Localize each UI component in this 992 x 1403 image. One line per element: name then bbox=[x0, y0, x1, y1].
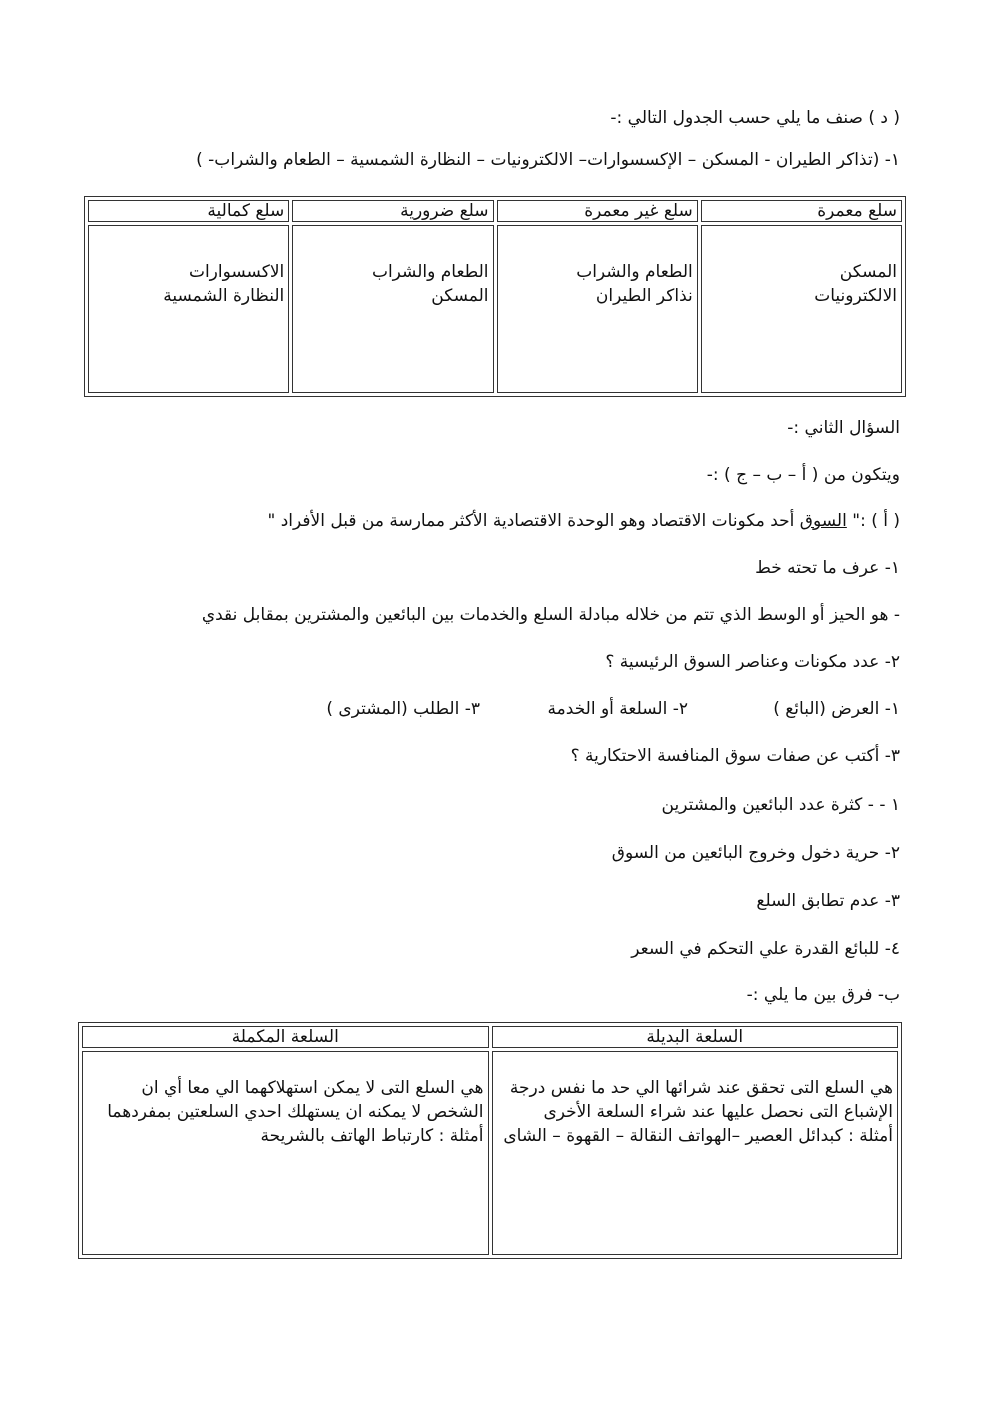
cell-substitute-good bbox=[492, 1051, 899, 1255]
trait-3: ٣- عدم تطابق السلع bbox=[756, 891, 900, 911]
complement-definition: هي السلع التى لا يمكن استهلاكهما الي معا أي ان الشخص لا يمكنه ان يستهلك احدي السلعتين بمفردهما bbox=[107, 1078, 484, 1122]
substitute-examples: أمثلة : كبدائل العصير –الهواتف النقالة – القهوة – الشاى bbox=[503, 1126, 893, 1146]
cell-text: الطعام والشراب bbox=[576, 262, 693, 282]
component-1: ١- العرض (البائع ) bbox=[773, 699, 900, 719]
cell-complementary-good bbox=[82, 1051, 489, 1255]
trait-2: ٢- حرية دخول وخروج البائعين من السوق bbox=[611, 843, 900, 863]
trait-1: ١ - - كثرة عدد البائعين والمشترين bbox=[661, 795, 900, 815]
cell-text: المسكن bbox=[839, 262, 897, 282]
question-a-1: ١- عرف ما تحته خط bbox=[755, 558, 900, 578]
part-a-rest: أحد مكونات الاقتصاد وهو الوحدة الاقتصادية الأكثر ممارسة من قبل الأفراد " bbox=[267, 511, 795, 531]
question-a-2: ٢- عدد مكونات وعناصر السوق الرئيسية ؟ bbox=[605, 652, 900, 672]
cell-text: الطعام والشراب bbox=[371, 262, 489, 282]
cell-text: نذاكر الطيران bbox=[595, 286, 693, 306]
header-nondurable-goods: سلع غير معمرة bbox=[497, 200, 698, 222]
complement-examples: أمثلة : كارتباط الهاتف بالشريحة bbox=[260, 1126, 484, 1146]
header-complementary-good: السلعة المكملة bbox=[82, 1026, 489, 1048]
question-2-title: السؤال الثاني :- bbox=[787, 418, 900, 438]
part-a-statement bbox=[268, 513, 900, 530]
compare-goods-table bbox=[78, 1022, 902, 1259]
header-luxury-goods: سلع كمالية bbox=[88, 200, 289, 222]
cell-durable-goods bbox=[701, 225, 902, 393]
cell-text: المسكن bbox=[431, 286, 489, 306]
component-3: ٣- الطلب (المشترى ) bbox=[326, 699, 480, 719]
cell-text: الالكترونيات bbox=[814, 286, 897, 306]
cell-nondurable-goods bbox=[497, 225, 698, 393]
answer-a-1: - هو الحيز أو الوسط الذي تتم من خلاله مبادلة السلع والخدمات بين البائعين والمشترين بمقابل نقدي bbox=[201, 605, 900, 625]
trait-4: ٤- للبائع القدرة علي التحكم في السعر bbox=[631, 939, 900, 959]
section-d-item-1: ١- (تذاكر الطيران - المسكن – الإكسسوارات– الالكترونيات – النظارة الشمسية – الطعام والشراب- ) bbox=[196, 150, 900, 170]
header-substitute-good: السلعة البديلة bbox=[492, 1026, 899, 1048]
component-2: ٢- السلعة أو الخدمة bbox=[547, 699, 688, 719]
header-durable-goods: سلع معمرة bbox=[701, 200, 902, 222]
cell-text: النظارة الشمسية bbox=[163, 286, 285, 306]
header-necessary-goods: سلع ضرورية bbox=[292, 200, 493, 222]
goods-classification-table bbox=[84, 196, 906, 397]
substitute-definition: هي السلع التى تحقق عند شرائها الي حد ما نفس درجة الإشباع التى نحصل عليها عند شراء السلعة الأخرى bbox=[509, 1078, 893, 1122]
question-2-parts: ويتكون من ( أ – ب – ج ) :- bbox=[706, 465, 900, 485]
section-d-heading: ( د ) صنف ما يلي حسب الجدول التالي :- bbox=[610, 108, 900, 128]
cell-luxury-goods bbox=[88, 225, 289, 393]
question-a-3: ٣- أكتب عن صفات سوق المنافسة الاحتكارية ؟ bbox=[570, 746, 900, 766]
part-b-heading: ب- فرق بين ما يلي :- bbox=[746, 985, 900, 1005]
part-a-underlined-term: السوق bbox=[799, 511, 847, 531]
cell-necessary-goods bbox=[292, 225, 493, 393]
cell-text: الاكسسوارات bbox=[188, 262, 285, 282]
part-a-prefix: ( أ ) :" bbox=[852, 511, 900, 531]
